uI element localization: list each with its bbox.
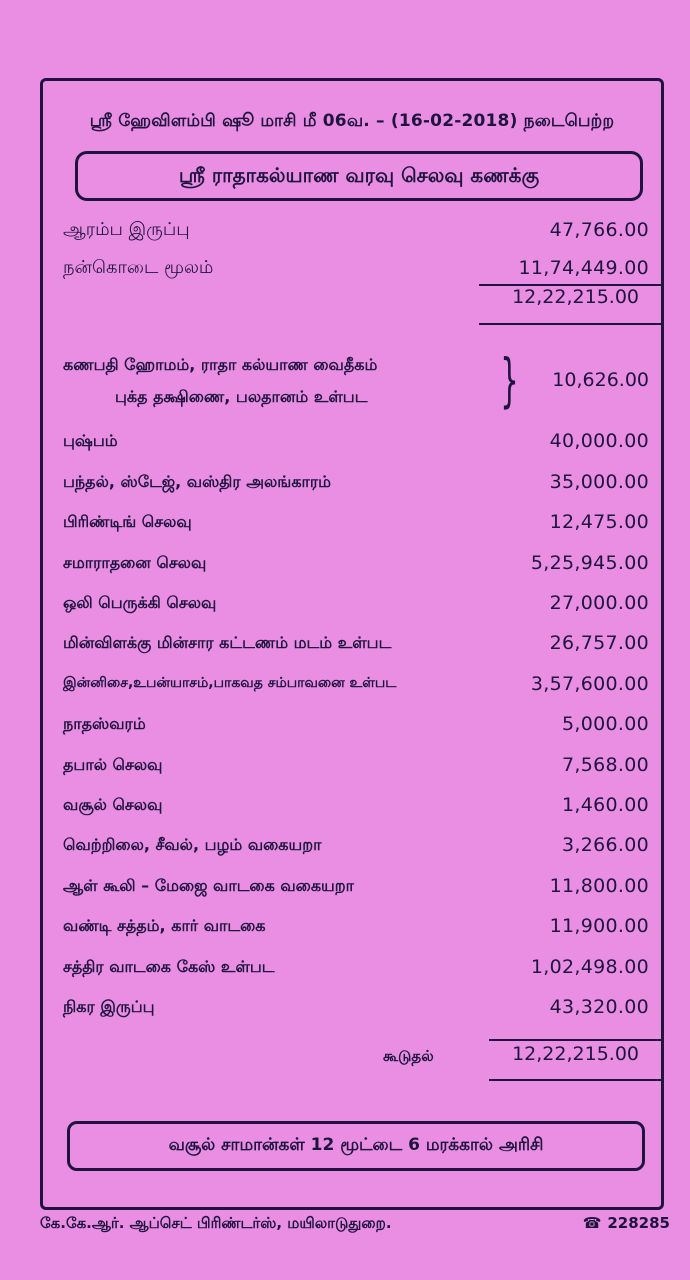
expense-row bbox=[63, 467, 651, 497]
expense-row bbox=[63, 790, 651, 820]
expense-amount: 27,000.00 bbox=[549, 592, 649, 614]
expense-amount: 1,460.00 bbox=[561, 794, 649, 816]
expense-multi-label bbox=[63, 349, 377, 413]
expense-multi-line2: புக்த தக்ஷிணை, பலதானம் உள்பட bbox=[115, 387, 368, 406]
phone-info bbox=[583, 1214, 670, 1234]
expense-label: தபால் செலவு bbox=[63, 754, 163, 774]
expense-label: புஷ்பம் bbox=[63, 430, 118, 450]
income-amount: 47,766.00 bbox=[549, 219, 649, 241]
expense-amount: 11,800.00 bbox=[549, 875, 649, 897]
expense-amount: 40,000.00 bbox=[549, 430, 649, 452]
expense-row bbox=[63, 507, 651, 537]
expense-label: ஆள் கூலி – மேஜை வாடகை வகையறா bbox=[63, 875, 355, 895]
expense-row bbox=[63, 548, 651, 578]
printer-name: கே.கே.ஆர். ஆப்செட் பிரிண்டர்ஸ், மயிலாடுதுறை. bbox=[40, 1214, 392, 1232]
expense-row bbox=[63, 952, 651, 982]
expense-label: சமாராதனை செலவு bbox=[63, 552, 207, 572]
expense-label: மின்விளக்கு மின்சார கட்டணம் மடம் உள்பட bbox=[63, 632, 392, 652]
expense-amount: 35,000.00 bbox=[549, 471, 649, 493]
expense-label: வண்டி சத்தம், கார் வாடகை bbox=[63, 915, 266, 935]
collection-note bbox=[67, 1121, 645, 1171]
accounts-sheet bbox=[40, 78, 664, 1210]
expense-label: நிகர இருப்பு bbox=[63, 996, 155, 1016]
total-rule-top bbox=[489, 1039, 661, 1041]
expense-label: பந்தல், ஸ்டேஜ், வஸ்திர அலங்காரம் bbox=[63, 471, 332, 491]
expense-row bbox=[63, 709, 651, 739]
expense-amount: 7,568.00 bbox=[561, 754, 649, 776]
expense-amount: 3,266.00 bbox=[561, 834, 649, 856]
expense-row bbox=[63, 669, 651, 699]
expense-row bbox=[63, 871, 651, 901]
footer bbox=[40, 1214, 670, 1234]
expense-row bbox=[63, 588, 651, 618]
expense-amount: 12,475.00 bbox=[549, 511, 649, 533]
expense-label: ஒலி பெருக்கி செலவு bbox=[63, 592, 217, 612]
phone-number: 228285 bbox=[607, 1214, 670, 1232]
expense-label: பிரிண்டிங் செலவு bbox=[63, 511, 192, 531]
income-amount: 11,74,449.00 bbox=[518, 257, 649, 279]
expense-amount: 5,000.00 bbox=[561, 713, 649, 735]
expense-amount: 26,757.00 bbox=[549, 632, 649, 654]
expense-label: சத்திர வாடகை கேஸ் உள்பட bbox=[63, 956, 275, 976]
expense-amount: 1,02,498.00 bbox=[530, 956, 649, 978]
expense-amount: 43,320.00 bbox=[549, 996, 649, 1018]
income-row bbox=[63, 215, 651, 245]
expense-row bbox=[63, 750, 651, 780]
expense-row bbox=[63, 830, 651, 860]
income-label: ஆரம்ப இருப்பு bbox=[63, 218, 190, 240]
income-subtotal: 12,22,215.00 bbox=[512, 286, 639, 308]
total-rule-bottom bbox=[489, 1079, 661, 1081]
income-row bbox=[63, 253, 651, 283]
expense-row bbox=[63, 911, 651, 941]
income-label: நன்கொடை மூலம் bbox=[63, 256, 214, 278]
expense-multi-amount: 10,626.00 bbox=[552, 369, 649, 391]
expense-label: இன்னிசை,உபன்யாசம்,பாகவத சம்பாவனை உள்பட bbox=[63, 675, 397, 691]
total-label: கூடுதல் bbox=[383, 1047, 434, 1065]
expense-label: வெற்றிலை, சீவல், பழம் வகையறா bbox=[63, 834, 322, 854]
expense-label: வசூல் செலவு bbox=[63, 794, 163, 814]
event-date-header: ஸ்ரீ ஹேவிளம்பி ஷூ மாசி மீ 06வ. – (16-02-2018) நடைபெற்ற bbox=[89, 111, 615, 131]
brace-symbol: } bbox=[500, 346, 519, 414]
expense-multi-line1: கணபதி ஹோமம், ராதா கல்யாண வைதீகம் bbox=[63, 355, 378, 374]
collection-note-text: வசூல் சாமான்கள் 12 மூட்டை 6 மரக்கால் அரிசி bbox=[168, 1135, 544, 1155]
expense-label: நாதஸ்வரம் bbox=[63, 713, 146, 733]
subtotal-rule-bottom bbox=[479, 323, 661, 325]
total-amount: 12,22,215.00 bbox=[512, 1043, 639, 1065]
expense-amount: 5,25,945.00 bbox=[530, 552, 649, 574]
phone-icon: ☎ bbox=[582, 1214, 602, 1232]
expense-row bbox=[63, 992, 651, 1022]
expense-amount: 3,57,600.00 bbox=[530, 673, 649, 695]
page-title-text: ஸ்ரீ ராதாகல்யாண வரவு செலவு கணக்கு bbox=[178, 162, 540, 187]
expense-row bbox=[63, 628, 651, 658]
expense-row bbox=[63, 426, 651, 456]
page-title bbox=[75, 151, 643, 201]
expense-amount: 11,900.00 bbox=[549, 915, 649, 937]
